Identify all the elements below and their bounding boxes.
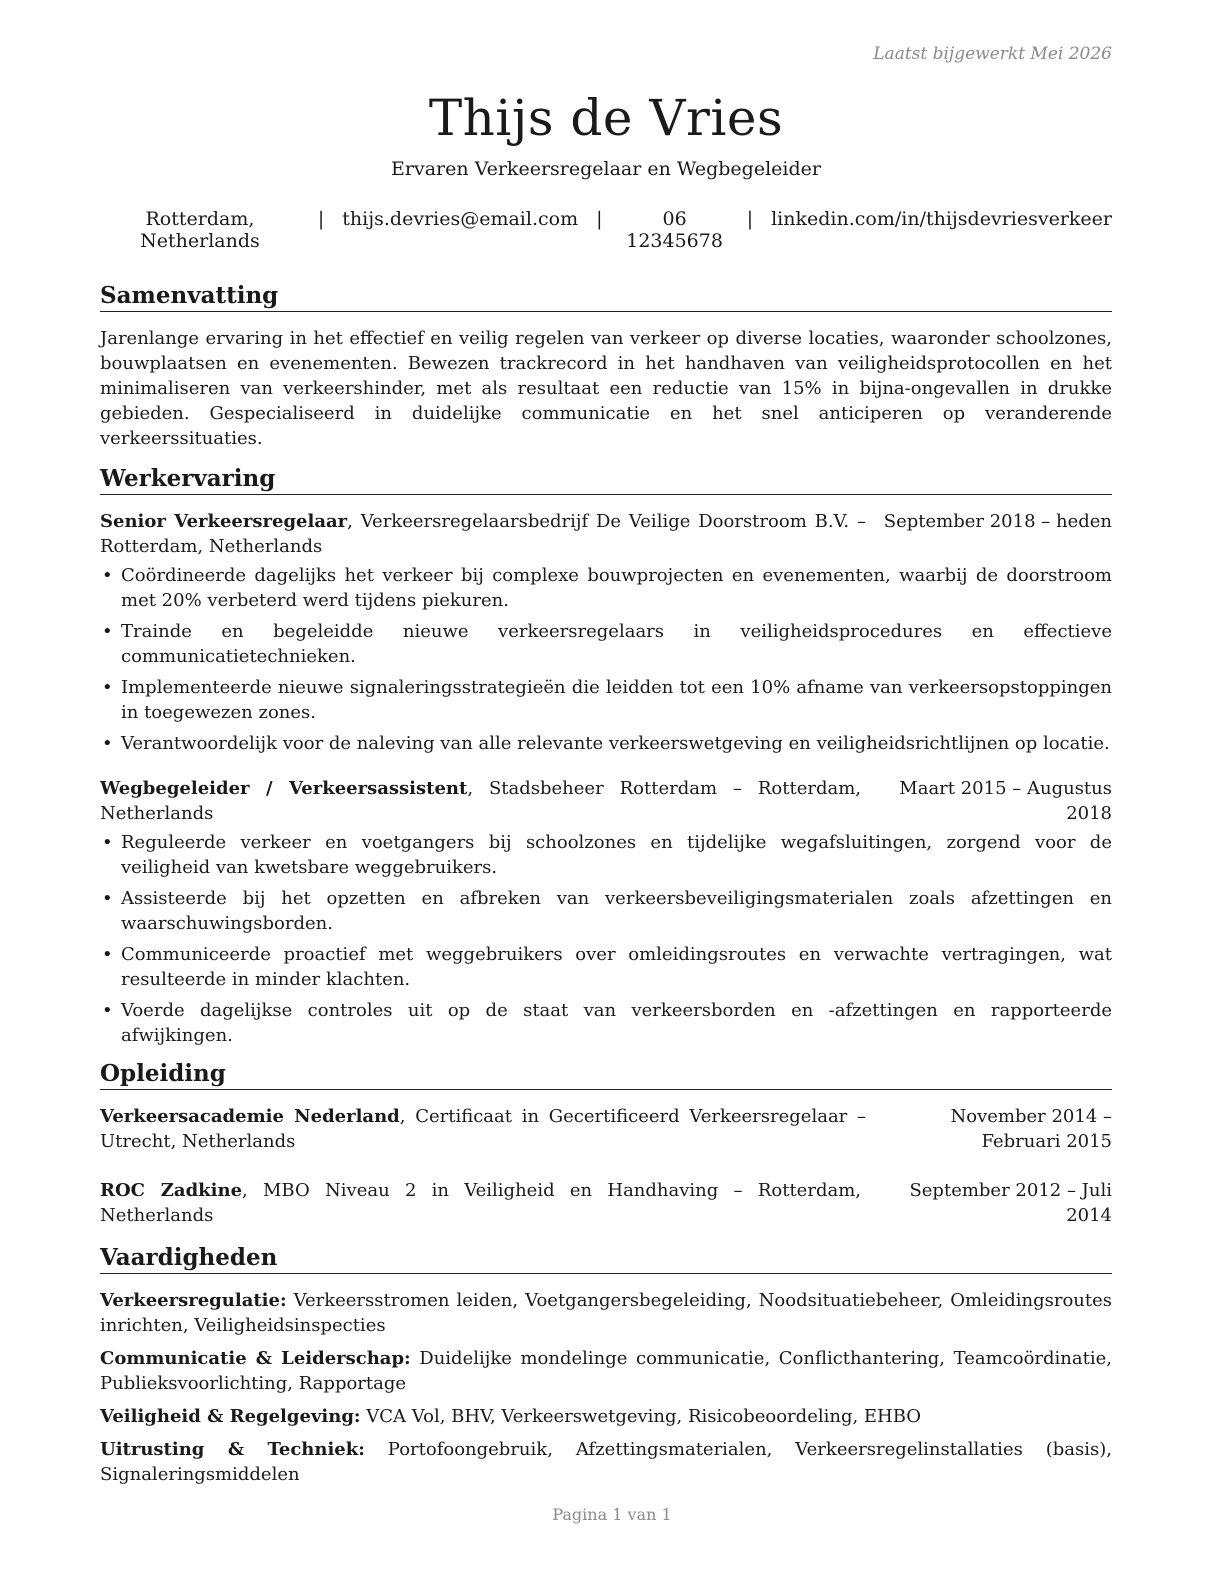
education-entry bbox=[100, 1178, 1112, 1228]
contact-location: Rotterdam, Netherlands bbox=[140, 208, 260, 252]
section-title-experience: Werkervaring bbox=[100, 465, 1112, 495]
skill-label: Verkeersregulatie: bbox=[100, 1290, 287, 1311]
list-item: • Assisteerde bij het opzetten en afbreken van verkeersbeveiligingsmaterialen zoals afzettingen en waarschuwingsborden. bbox=[100, 886, 1112, 936]
section-title-education: Opleiding bbox=[100, 1060, 1112, 1090]
job-dates: Maart 2015 – Augustus 2018 bbox=[899, 778, 1112, 824]
education-dates: November 2014 – Februari 2015 bbox=[950, 1106, 1112, 1152]
list-item: • Voerde dagelijkse controles uit op de staat van verkeersborden en -afzettingen en rapporteerde afwijkingen. bbox=[100, 998, 1112, 1048]
job-details: , Verkeersregelaarsbedrijf De Veilige Doorstroom B.V. – Rotterdam, Netherlands bbox=[100, 511, 866, 557]
candidate-subtitle: Ervaren Verkeersregelaar en Wegbegeleider bbox=[391, 158, 821, 180]
list-item: • Implementeerde nieuwe signaleringsstrategieën die leidden tot een 10% afname van verkeersopstoppingen in toegewezen zones. bbox=[100, 675, 1112, 725]
candidate-name: Thijs de Vries bbox=[428, 89, 784, 147]
job-role: Wegbegeleider / Verkeersassistent bbox=[100, 778, 468, 799]
list-item: • Verantwoordelijk voor de naleving van alle relevante verkeerswetgeving en veiligheidsrichtlijnen op locatie. bbox=[100, 731, 1112, 756]
list-item: • Communiceerde proactief met weggebruikers over omleidingsroutes en verwachte vertragingen, wat resulteerde in minder klachten. bbox=[100, 942, 1112, 992]
list-item: • Trainde en begeleidde nieuwe verkeersregelaars in veiligheidsprocedures en effectieve communicatietechnieken. bbox=[100, 619, 1112, 669]
section-title-skills: Vaardigheden bbox=[100, 1244, 1112, 1274]
contact-linkedin[interactable]: linkedin.com/in/thijsdevriesverkeer bbox=[771, 208, 1112, 230]
contact-separator: | bbox=[746, 208, 754, 230]
job-header bbox=[100, 776, 1112, 826]
skills-section bbox=[100, 1244, 1112, 1487]
skill-row bbox=[100, 1404, 1112, 1429]
contact-phone: 06 12345678 bbox=[626, 208, 723, 252]
list-item: • Reguleerde verkeer en voetgangers bij schoolzones en tijdelijke wegafsluitingen, zorgend voor de veiligheid van kwetsbare weggebruikers. bbox=[100, 830, 1112, 880]
education-school: Verkeersacademie Nederland bbox=[100, 1106, 400, 1127]
skill-row bbox=[100, 1288, 1112, 1338]
skill-row bbox=[100, 1346, 1112, 1396]
skill-value: Duidelijke mondelinge communicatie, Conflicthantering, Teamcoördinatie, Publieksvoorlichting, Rapportage bbox=[100, 1348, 1112, 1394]
education-details: , MBO Niveau 2 in Veiligheid en Handhaving – Rotterdam, Netherlands bbox=[100, 1180, 861, 1226]
job-entry bbox=[100, 509, 1112, 756]
job-entry bbox=[100, 776, 1112, 1048]
education-school: ROC Zadkine bbox=[100, 1180, 243, 1201]
skill-value: Portofoongebruik, Afzettingsmaterialen, Verkeersregelinstallaties (basis), Signaleringsmiddelen bbox=[100, 1439, 1113, 1485]
job-role: Senior Verkeersregelaar bbox=[100, 511, 348, 532]
list-item: • Coördineerde dagelijks het verkeer bij complexe bouwprojecten en evenementen, waarbij de doorstroom met 20% verbeterd werd tijdens piekuren. bbox=[100, 563, 1112, 613]
skill-label: Veiligheid & Regelgeving: bbox=[100, 1406, 361, 1427]
job-bullets bbox=[100, 563, 1112, 756]
skill-label: Uitrusting & Techniek: bbox=[100, 1439, 365, 1460]
summary-section bbox=[100, 282, 1112, 451]
contact-separator: | bbox=[596, 208, 603, 230]
job-dates: September 2018 – heden bbox=[883, 511, 1112, 532]
experience-section bbox=[100, 465, 1112, 1048]
skill-value: Verkeersstromen leiden, Voetgangersbegeleiding, Noodsituatiebeheer, Omleidingsroutes inrichten, Veiligheidsinspecties bbox=[100, 1290, 1112, 1336]
summary-text: Jarenlange ervaring in het effectief en veilig regelen van verkeer op diverse locaties, waaronder schoolzones, bouwplaatsen en evenementen. Bewezen trackrecord in het handhaven van veiligheidsprotocollen en het minimaliseren van verkeershinder, met als resultaat een reductie van 15% in bijna-ongevallen in drukke gebieden. Gespecialiseerd in duidelijke communicatie en het snel anticiperen op veranderende verkeerssituaties. bbox=[100, 328, 1112, 449]
education-details: , Certificaat in Gecertificeerd Verkeersregelaar – Utrecht, Netherlands bbox=[100, 1106, 866, 1152]
education-dates: September 2012 – Juli 2014 bbox=[909, 1180, 1112, 1226]
job-header bbox=[100, 509, 1112, 559]
job-bullets bbox=[100, 830, 1112, 1048]
education-entry bbox=[100, 1104, 1112, 1154]
section-title-summary: Samenvatting bbox=[100, 282, 1112, 312]
page-number: Pagina 1 van 1 bbox=[552, 1505, 672, 1524]
last-updated: Laatst bijgewerkt Mei 2026 bbox=[873, 44, 1112, 64]
skill-row bbox=[100, 1437, 1112, 1487]
contact-line bbox=[100, 208, 1112, 252]
skill-value: VCA Vol, BHV, Verkeerswetgeving, Risicobeoordeling, EHBO bbox=[360, 1406, 922, 1427]
contact-separator: | bbox=[317, 208, 325, 230]
contact-email[interactable]: thijs.devries@email.com bbox=[342, 208, 579, 230]
job-details: , Stadsbeheer Rotterdam – Rotterdam, Netherlands bbox=[100, 778, 861, 824]
skill-label: Communicatie & Leiderschap: bbox=[100, 1348, 411, 1369]
education-section bbox=[100, 1060, 1112, 1228]
